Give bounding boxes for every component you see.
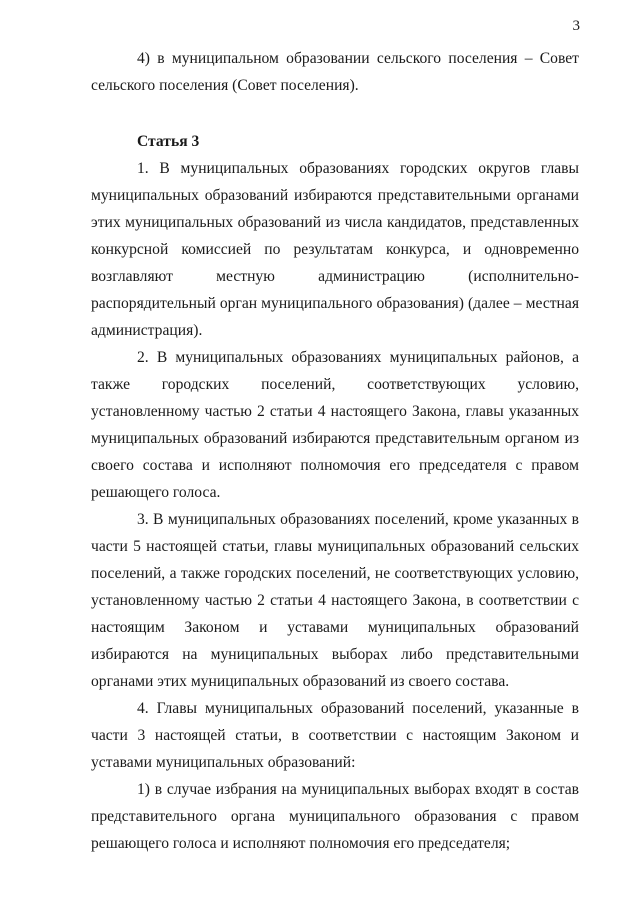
- paragraph-part-3: 3. В муниципальных образованиях поселений, кроме указанных в части 5 настоящей статьи, главы муниципальных образований сельских поселений, а также городских поселений, не соответствующих условию, установленному частью 2 статьи 4 настоящего Закона, в соответствии с настоящим Законом и уставами муниципальных образований избираются на муниципальных выборах либо представительными органами этих муниципальных образований из своего состава.: [91, 511, 579, 690]
- intro-paragraph: 4) в муниципальном образовании сельского поселения – Совет сельского поселения (Совет поселения).: [91, 50, 579, 94]
- article-heading: Статья 3: [137, 133, 200, 150]
- paragraph-part-1: 1. В муниципальных образованиях городских округов главы муниципальных образований избираются представительными органами этих муниципальных образований из числа кандидатов, представленных конкурсной комиссией по результатам конкурса, и одновременно возглавляют местную администрацию (исполнительно-распорядительный орган муниципального образования) (далее – местная администрация).: [91, 160, 579, 339]
- paragraph-subitem-1: 1) в случае избрания на муниципальных выборах входят в состав представительного органа муниципального образования с правом решающего голоса и исполняют полномочия его председателя;: [91, 781, 579, 852]
- paragraph-part-4: 4. Главы муниципальных образований поселений, указанные в части 3 настоящей статьи, в соответствии с настоящим Законом и уставами муниципальных образований:: [91, 700, 579, 771]
- paragraph-part-2: 2. В муниципальных образованиях муниципальных районов, а также городских поселений, соответствующих условию, установленному частью 2 статьи 4 настоящего Закона, главы указанных муниципальных образований избираются представительным органом из своего состава и исполняют полномочия его председателя с правом решающего голоса.: [91, 349, 579, 501]
- document-body: [91, 45, 579, 857]
- page-number: 3: [572, 18, 580, 34]
